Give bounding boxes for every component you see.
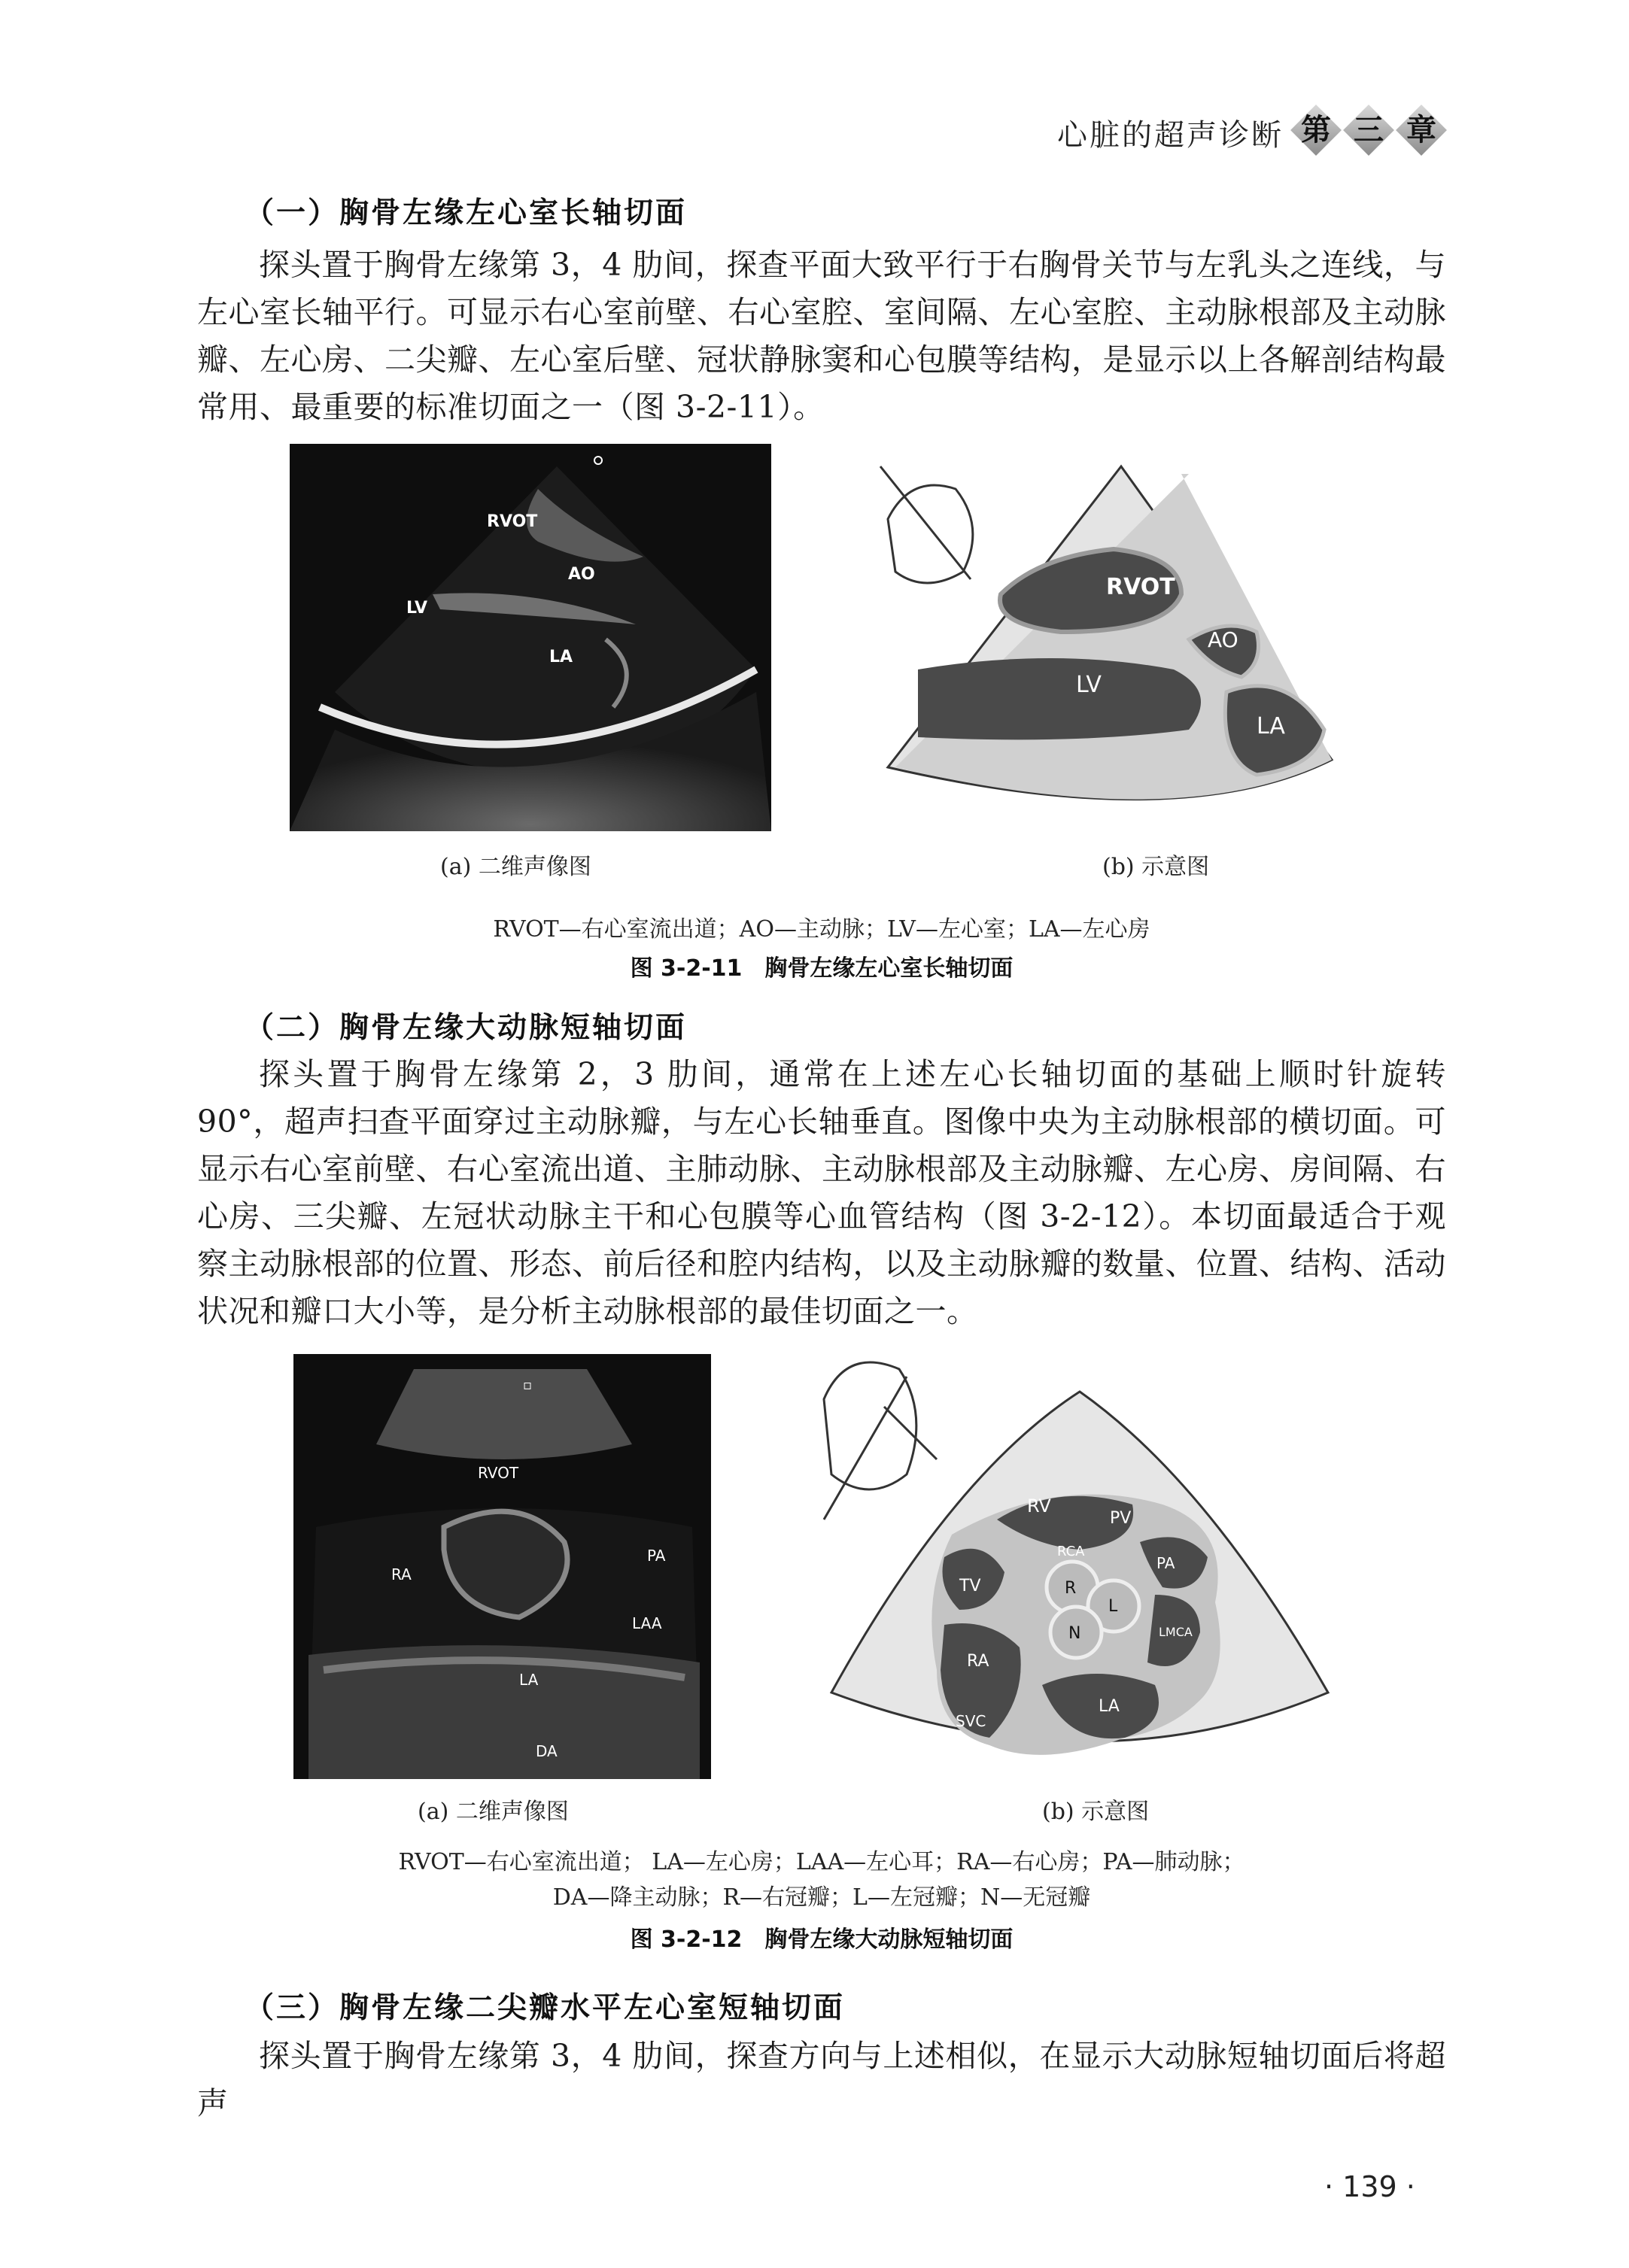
chapter-char: 三 [1354, 112, 1384, 147]
schem-label-ra: RA [967, 1652, 989, 1671]
schem-label-ao: AO [1208, 627, 1238, 652]
running-title: 心脏的超声诊断 [1057, 118, 1284, 153]
us-label-la: LA [519, 1671, 539, 1689]
label-ao: AO [568, 565, 595, 584]
figure2-title: 图 3-2-12 胸骨左缘大动脉短轴切面 [630, 1926, 1014, 1953]
schem-label-rv: RV [1027, 1495, 1051, 1517]
us-label-pa: PA [647, 1547, 666, 1565]
figure2-schematic [809, 1347, 1336, 1794]
schem-label-pa: PA [1156, 1554, 1175, 1572]
figure2-ultrasound-image [293, 1354, 711, 1779]
figure2-legend-line1: RVOT—右心室流出道； LA—左心房；LAA—左心耳；RA—右心房；PA—肺动脉； [398, 1849, 1245, 1875]
schem-label-svc: SVC [956, 1712, 986, 1730]
figure2-caption-b: (b) 示意图 [1042, 1799, 1150, 1825]
schem-label-la: LA [1099, 1697, 1120, 1716]
label-la: LA [549, 648, 573, 666]
section-heading-2: （二）胸骨左缘大动脉短轴切面 [245, 1011, 688, 1045]
figure1-legend: RVOT—右心室流出道；AO—主动脉；LV—左心室；LA—左心房 [493, 916, 1150, 943]
figure1-ultrasound-image [290, 444, 771, 831]
us-label-laa: LAA [632, 1614, 662, 1632]
schem-label-r: R [1065, 1579, 1077, 1598]
section-paragraph-2: 探头置于胸骨左缘第 2，3 肋间，通常在上述左心长轴切面的基础上顺时针旋转 90°，超声扫查平面穿过主动脉瓣，与左心长轴垂直。图像中央为主动脉根部的横切面。可显示右心室前壁、右心室流出道、主肺动脉、主动脉根部及主动脉瓣、左心房、房间隔、右心房、三尖瓣、左冠状动脉主干和心包膜等心血管结构（图 3-2-12）。本切面最适合于观察主动脉根部的位置、形态、前后径和腔内结构，以及主动脉瓣的数量、位置、结构、活动状况和瓣口大小等，是分析主动脉根部的最佳切面之一。 [197, 1056, 1446, 1329]
label-lv: LV [406, 599, 428, 618]
us-label-da: DA [536, 1742, 558, 1760]
probe-marker-icon: ▫ [523, 1377, 533, 1393]
schem-label-rvot: RVOT [1106, 574, 1175, 600]
us-label-ra: RA [391, 1565, 412, 1583]
figure1-schematic [865, 444, 1347, 820]
section-heading-1: （一）胸骨左缘左心室长轴切面 [245, 196, 688, 230]
chapter-diamond [1290, 105, 1342, 156]
section-paragraph-3: 探头置于胸骨左缘第 3，4 肋间，探查方向与上述相似，在显示大动脉短轴切面后将超声 [197, 2038, 1446, 2121]
figure1-caption-a: (a) 二维声像图 [440, 854, 591, 880]
chapter-char: 第 [1301, 112, 1331, 147]
section-heading-3: （三）胸骨左缘二尖瓣水平左心室短轴切面 [245, 1991, 846, 2025]
figure2-legend-line2: DA—降主动脉；R—右冠瓣；L—左冠瓣；N—无冠瓣 [552, 1884, 1091, 1911]
schem-label-l: L [1108, 1597, 1118, 1616]
schem-label-lv: LV [1076, 672, 1102, 698]
page-number: · 139 · [1324, 2170, 1415, 2203]
schem-label-tv: TV [959, 1577, 981, 1595]
figure2-caption-a: (a) 二维声像图 [418, 1799, 569, 1825]
schem-label-rca: RCA [1057, 1544, 1085, 1559]
chapter-diamond [1343, 105, 1394, 156]
section-paragraph-1: 探头置于胸骨左缘第 3，4 肋间，探查平面大致平行于右胸骨关节与左乳头之连线，与左心室长轴平行。可显示右心室前壁、右心室腔、室间隔、左心室腔、主动脉根部及主动脉瓣、左心房、二尖瓣、左心室后壁、冠状静脉窦和心包膜等结构，是显示以上各解剖结构最常用、最重要的标准切面之一（图 3-2-11）。 [197, 247, 1446, 425]
label-rvot: RVOT [487, 512, 538, 531]
figure1-caption-b: (b) 示意图 [1102, 854, 1210, 880]
schem-label-n: N [1068, 1624, 1081, 1643]
figure1-title: 图 3-2-11 胸骨左缘左心室长轴切面 [630, 955, 1014, 982]
schem-label-pv: PV [1110, 1509, 1132, 1528]
us-label-rvot: RVOT [478, 1464, 519, 1482]
chapter-diamond [1396, 105, 1447, 156]
schem-label-lmca: LMCA [1159, 1625, 1193, 1639]
schem-label-la: LA [1257, 713, 1285, 739]
chapter-badge [1290, 102, 1452, 158]
chapter-char: 章 [1406, 112, 1436, 147]
